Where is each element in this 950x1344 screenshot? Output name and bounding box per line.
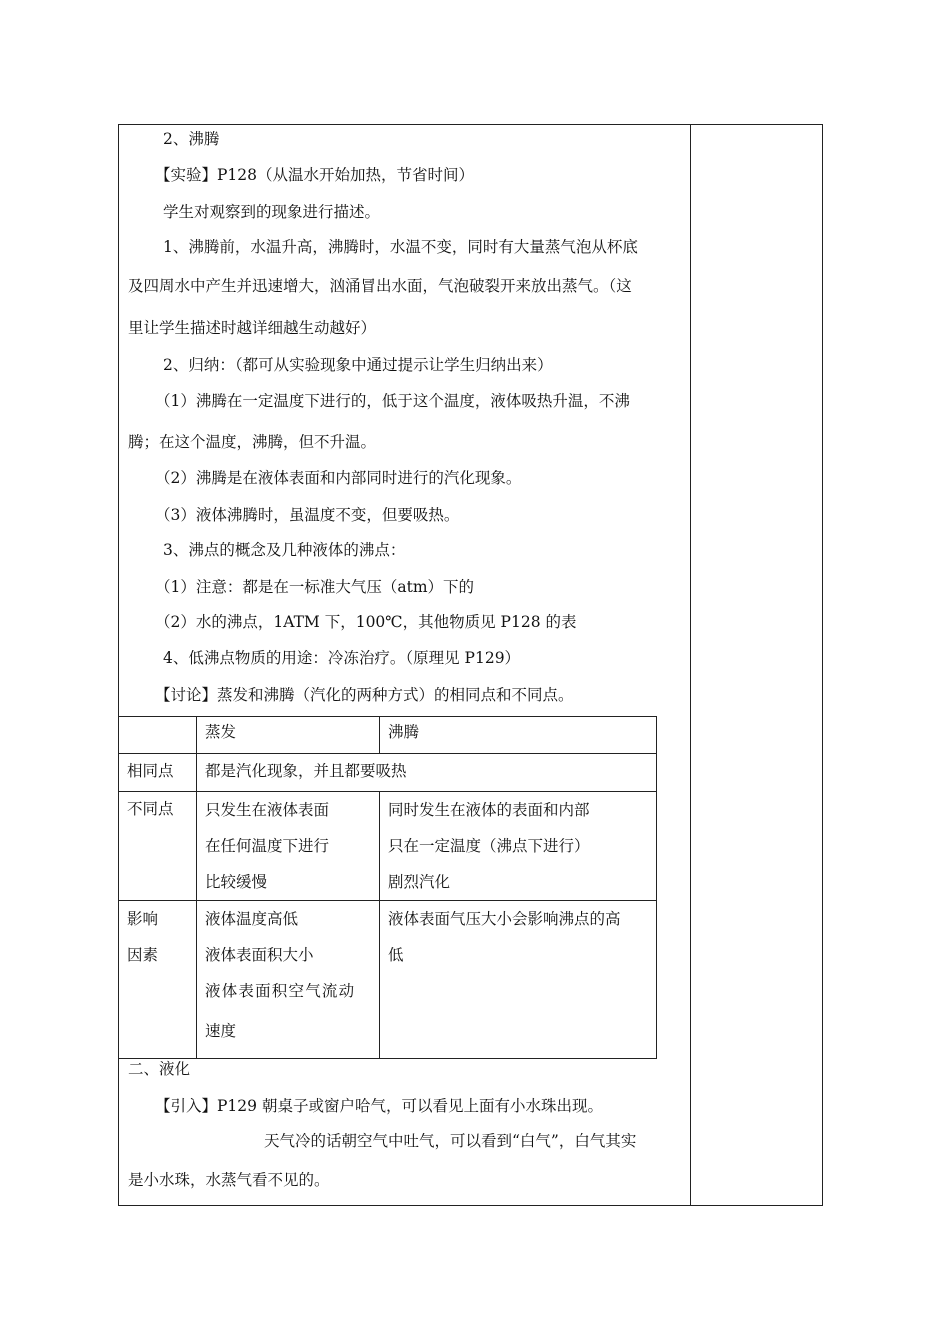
factor-evap-1: 液体温度高低 [205, 910, 299, 928]
point-1-line-1: （1）沸腾在一定温度下进行的，低于这个温度，液体吸热升温，不沸 [155, 392, 630, 410]
table-factor-evaporation [197, 901, 380, 1059]
summary-line: 2、归纳：（都可从实验现象中通过提示让学生归纳出来） [163, 356, 553, 374]
diff-boil-3: 剧烈汽化 [388, 873, 451, 891]
discussion-line: 【讨论】蒸发和沸腾（汽化的两种方式）的相同点和不同点。 [155, 686, 574, 704]
table-header-evaporation: 蒸发 [197, 717, 380, 754]
diff-boil-2: 只在一定温度（沸点下进行） [388, 837, 590, 855]
cold-weather-line-2: 是小水珠，水蒸气看不见的。 [128, 1171, 330, 1189]
table-row-same [119, 754, 657, 792]
factor-boil-1: 液体表面气压大小会影响沸点的高 [388, 910, 621, 928]
factor-label-1: 影响 [127, 910, 159, 928]
point-1-line-2: 腾；在这个温度，沸腾，但不升温。 [128, 433, 377, 451]
diff-evap-2: 在任何温度下进行 [205, 837, 330, 855]
water-boiling-point-line: （2）水的沸点，1ATM 下，100℃，其他物质见 P128 的表 [155, 613, 577, 631]
table-factor-boiling [380, 901, 657, 1059]
factor-boil-2: 低 [388, 946, 404, 964]
para-line-1: 1、沸腾前，水温升高，沸腾时，水温不变，同时有大量蒸气泡从杯底 [163, 238, 638, 256]
table-label-same: 相同点 [119, 754, 197, 792]
factor-evap-3: 液体表面积空气流动 [205, 982, 356, 1000]
table-diff-boiling [380, 792, 657, 901]
table-header-boiling: 沸腾 [380, 717, 657, 754]
table-diff-evaporation [197, 792, 380, 901]
table-value-same: 都是汽化现象，并且都要吸热 [197, 754, 657, 792]
diff-evap-1: 只发生在液体表面 [205, 801, 330, 819]
intro-line: 【引入】P129 朝桌子或窗户哈气，可以看见上面有小水珠出现。 [155, 1097, 603, 1115]
point-2-line: （2）沸腾是在液体表面和内部同时进行的汽化现象。 [155, 469, 522, 487]
table-row-diff [119, 792, 657, 901]
cold-weather-line-1: 天气冷的话朝空气中吐气，可以看到“白气”，白气其实 [264, 1132, 637, 1150]
table-cell-corner [119, 717, 197, 754]
factor-evap-2: 液体表面积大小 [205, 946, 314, 964]
table-label-diff: 不同点 [119, 792, 197, 901]
boiling-point-heading: 3、沸点的概念及几种液体的沸点： [163, 541, 406, 559]
para-line-3: 里让学生描述时越详细越生动越好） [128, 319, 377, 337]
table-label-factor [119, 901, 197, 1059]
heading-liquefaction: 二、液化 [128, 1060, 191, 1078]
table-row-factor [119, 901, 657, 1059]
table-row-header [119, 717, 657, 754]
factor-label-2: 因素 [127, 946, 159, 964]
point-3-line: （3）液体沸腾时，虽温度不变，但要吸热。 [155, 506, 460, 524]
diff-boil-1: 同时发生在液体的表面和内部 [388, 801, 590, 819]
factor-evap-4: 速度 [205, 1022, 237, 1040]
heading-boiling: 2、沸腾 [163, 130, 220, 148]
column-divider [690, 124, 691, 1206]
describe-line: 学生对观察到的现象进行描述。 [163, 203, 381, 221]
low-boiling-use-line: 4、低沸点物质的用途：冷冻治疗。（原理见 P129） [163, 649, 521, 667]
para-line-2: 及四周水中产生并迅速增大，汹涌冒出水面，气泡破裂开来放出蒸气。（这 [128, 277, 632, 295]
diff-evap-3: 比较缓慢 [205, 873, 268, 891]
note-line: （1）注意：都是在一标准大气压（atm）下的 [155, 578, 475, 596]
comparison-table [118, 716, 657, 1059]
experiment-line: 【实验】P128（从温水开始加热，节省时间） [155, 166, 475, 184]
